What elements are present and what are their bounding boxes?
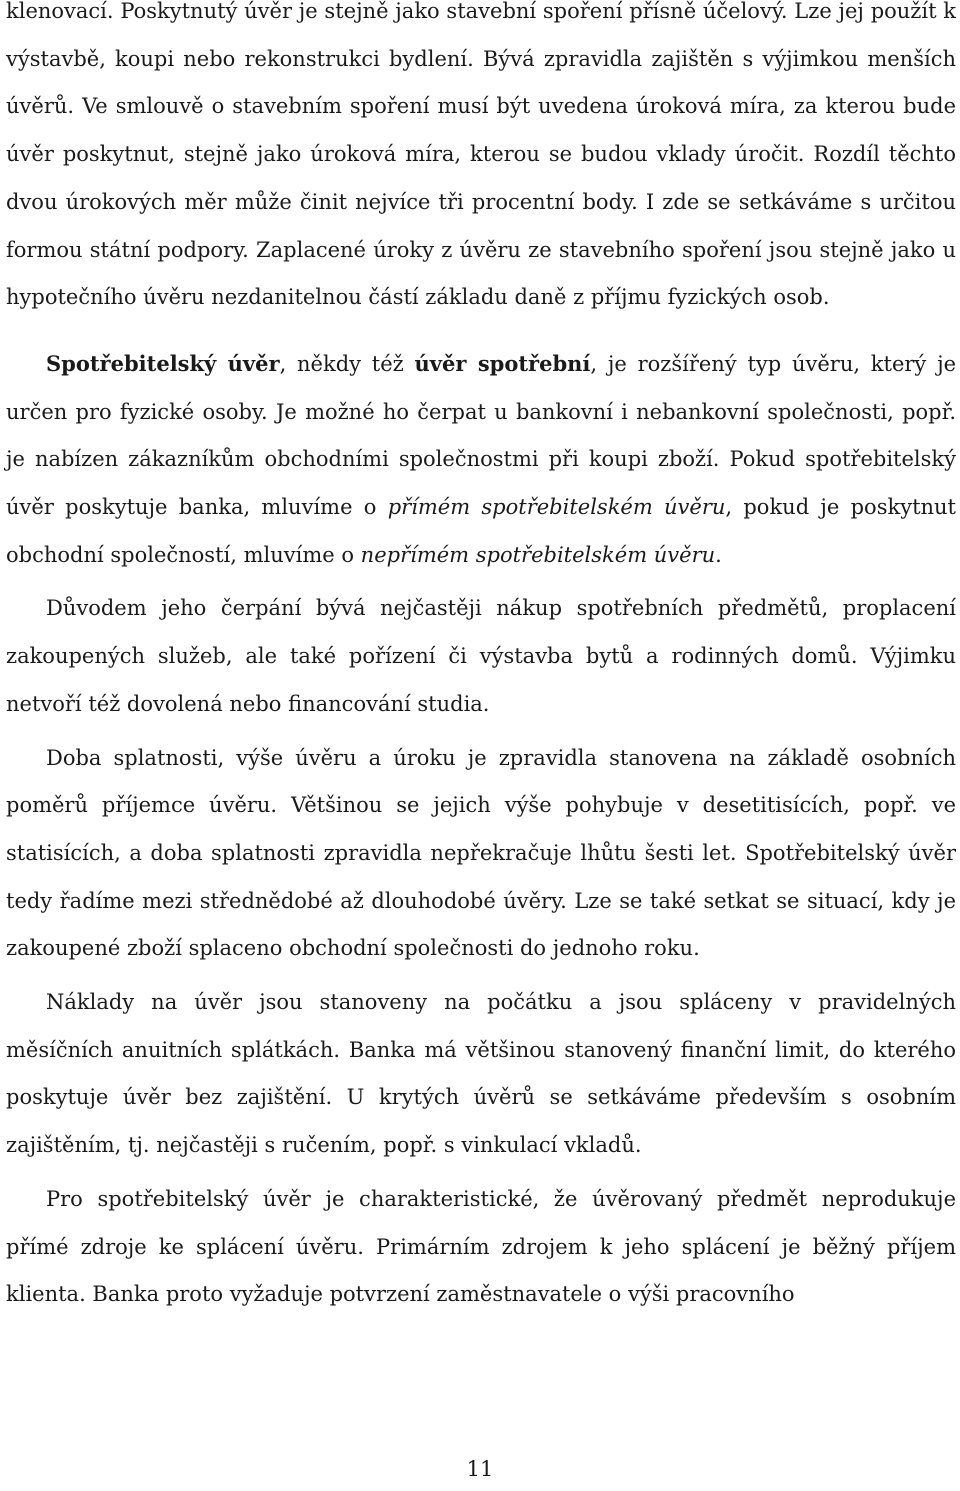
page-number: 11 xyxy=(466,1457,494,1481)
paragraph-consumer-loan-terms xyxy=(6,735,956,974)
italic-term: přímém spotřebitelském úvěru xyxy=(387,495,726,520)
paragraph-consumer-loan-costs xyxy=(6,979,956,1170)
bold-term: Spotřebitelský úvěr xyxy=(46,350,280,376)
text-run: , někdy též xyxy=(279,351,415,376)
italic-term: nepřímém spotřebitelském úvěru xyxy=(360,542,716,567)
text-run: . xyxy=(715,542,722,567)
text-run: Důvodem jeho čerpání bývá nejčastěji nákup spotřebních předmětů, proplacení zakoupených služeb, ale také pořízení či výstavba bytů a rodinných domů. Výjimku netvoří též dovolená nebo financování studia. xyxy=(6,596,956,716)
text-run: Náklady na úvěr jsou stanoveny na počátku a jsou spláceny v pravidelných měsíčních anuitních splátkách. Banka má většinou stanovený finanční limit, do kterého poskytuje úvěr bez zajištění. U krytých úvěrů se setkáváme především s osobním zajištěním, tj. nejčastěji s ručením, popř. s vinkulací vkladů. xyxy=(6,990,956,1158)
paragraph-consumer-loan-repayment xyxy=(6,1176,956,1319)
document-page xyxy=(6,0,956,1319)
paragraph-consumer-loan-purpose xyxy=(6,585,956,728)
text-run: Doba splatnosti, výše úvěru a úroku je zpravidla stanovena na základě osobních poměrů příjemce úvěru. Většinou se jejich výše pohybuje v desetitisících, popř. ve statisících, a doba splatnosti zpravidla nepřekračuje lhůtu šesti let. Spotřebitelský úvěr tedy řadíme mezi střednědobé až dlouhodobé úvěry. Lze se také setkat se situací, kdy je zakoupené zboží splaceno obchodní společnosti do jednoho roku. xyxy=(6,745,956,961)
bold-term: úvěr spotřební xyxy=(414,350,591,376)
text-run: , pokud je poskytnut obchodní společností, mluvíme o xyxy=(6,495,956,567)
text-run: , je rozšířený typ úvěru, který je určen pro fyzické osoby. Je možné ho čerpat u bankovní i nebankovní společnosti, popř. je nabízen zákazníkům obchodními společnostmi při koupi zboží. Pokud spotřebitelský úvěr poskytuje banka, mluvíme o xyxy=(6,351,957,520)
paragraph-consumer-loan-definition xyxy=(6,340,956,580)
text-run: klenovací. Poskytnutý úvěr je stejně jako stavební spoření přísně účelový. Lze jej použít k výstavbě, koupi nebo rekonstrukci bydlení. Bývá zpravidla zajištěn s výjimkou menších úvěrů. Ve smlouvě o stavebním spoření musí být uvedena úroková míra, za kterou bude úvěr poskytnut, stejně jako úroková míra, kterou se budou vklady úročit. Rozdíl těchto dvou úrokových měr může činit nejvíce tři procentní body. I zde se setkáváme s určitou formou státní podpory. Zaplacené úroky z úvěru ze stavebního spoření jsou stejně jako u hypotečního úvěru nezdanitelnou částí základu daně z příjmu fyzických osob. xyxy=(6,0,956,310)
text-run: Pro spotřebitelský úvěr je charakteristické, že úvěrovaný předmět neprodukuje přímé zdroje ke splácení úvěru. Primárním zdrojem k jeho splácení je běžný příjem klienta. Banka proto vyžaduje potvrzení zaměstnavatele o výši pracovního xyxy=(6,1186,956,1307)
paragraph-building-savings-loan xyxy=(6,0,956,322)
